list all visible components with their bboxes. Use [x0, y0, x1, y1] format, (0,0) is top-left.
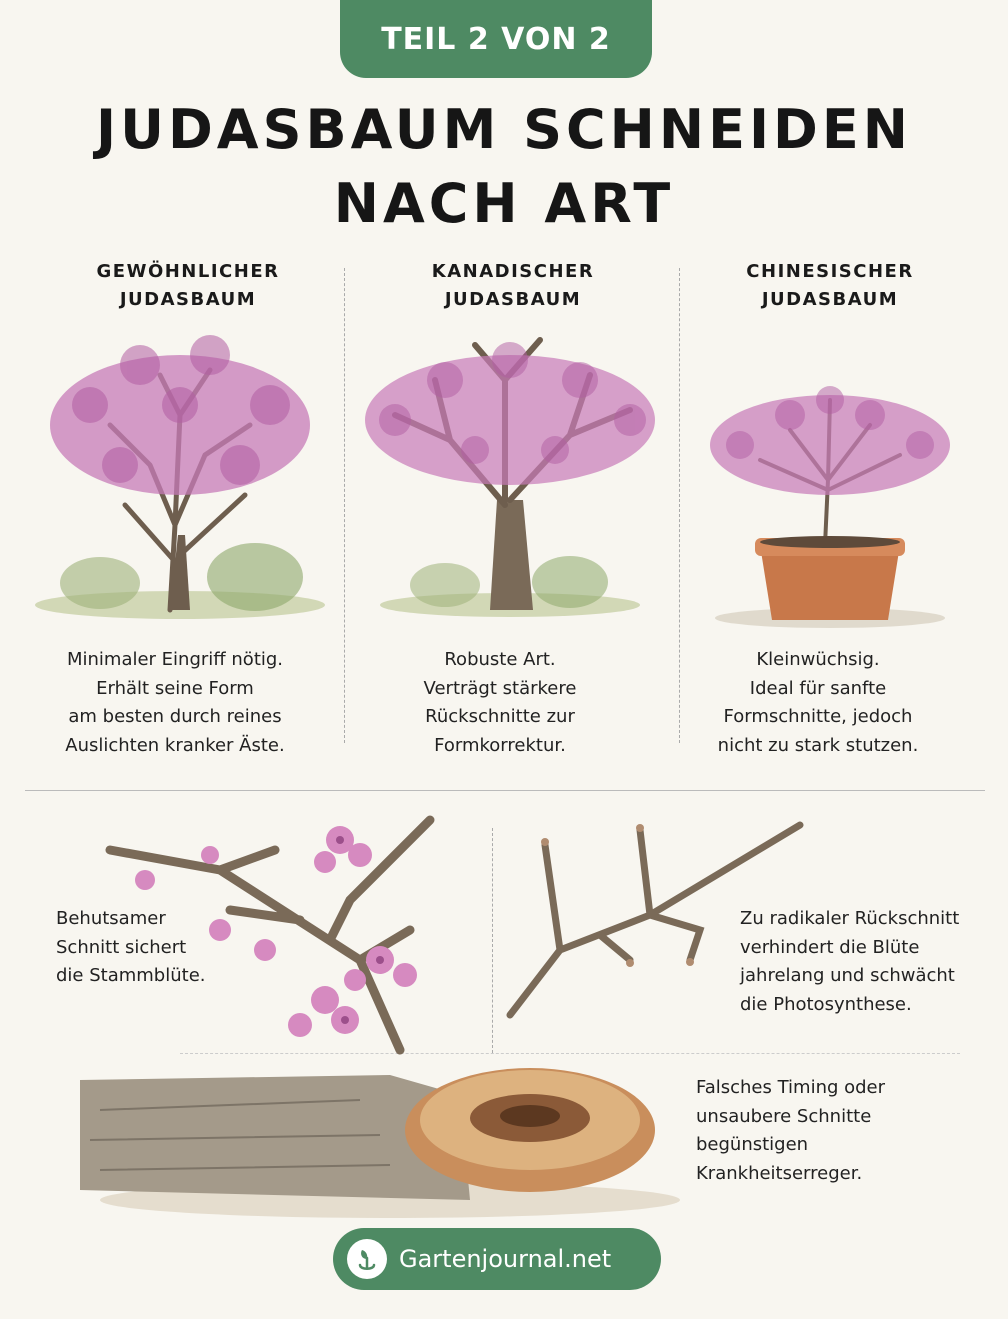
column-heading-canadian: KANADISCHER JUDASBAUM — [431, 261, 595, 310]
column-heading-common: GEWÖHNLICHER JUDASBAUM — [96, 261, 280, 310]
chinese-redbud-potted-tree-illustration — [700, 370, 960, 630]
branch-divider — [492, 828, 493, 1053]
part-badge: TEIL 2 VON 2 — [340, 0, 652, 78]
canadian-redbud-tree-illustration — [355, 320, 665, 620]
plant-logo-icon — [347, 1239, 387, 1279]
common-redbud-tree-illustration — [30, 315, 330, 625]
note-timing: Falsches Timing oder unsaubere Schnitte begünstigen Krankheitserreger. — [696, 1077, 886, 1184]
section-divider — [25, 790, 985, 791]
footer-brand-label: Gartenjournal.net — [399, 1245, 612, 1273]
page-title-line1: JUDASBAUM SCHNEIDEN — [96, 98, 912, 161]
note-radical-pruning: Zu radikaler Rückschnitt verhindert die Blüte jahrelang und schwächt die Photosynthese. — [740, 908, 960, 1015]
cut-trunk-stump-illustration — [60, 1040, 670, 1220]
page-title-line2: NACH ART — [333, 172, 675, 235]
column-text-common: Minimaler Eingriff nötig. Erhält seine Form am besten durch reines Auslichten kranker Äste. — [65, 649, 285, 756]
column-text-canadian: Robuste Art. Verträgt stärkere Rückschnitte zur Formkorrektur. — [423, 649, 577, 756]
column-text-chinese: Kleinwüchsig. Ideal für sanfte Formschnitte, jedoch nicht zu stark stutzen. — [717, 649, 919, 756]
column-heading-chinese: CHINESISCHER JUDASBAUM — [746, 261, 914, 310]
note-blossom: Behutsamer Schnitt sichert die Stammblüte. — [56, 908, 206, 986]
footer-brand-pill[interactable] — [333, 1228, 661, 1290]
